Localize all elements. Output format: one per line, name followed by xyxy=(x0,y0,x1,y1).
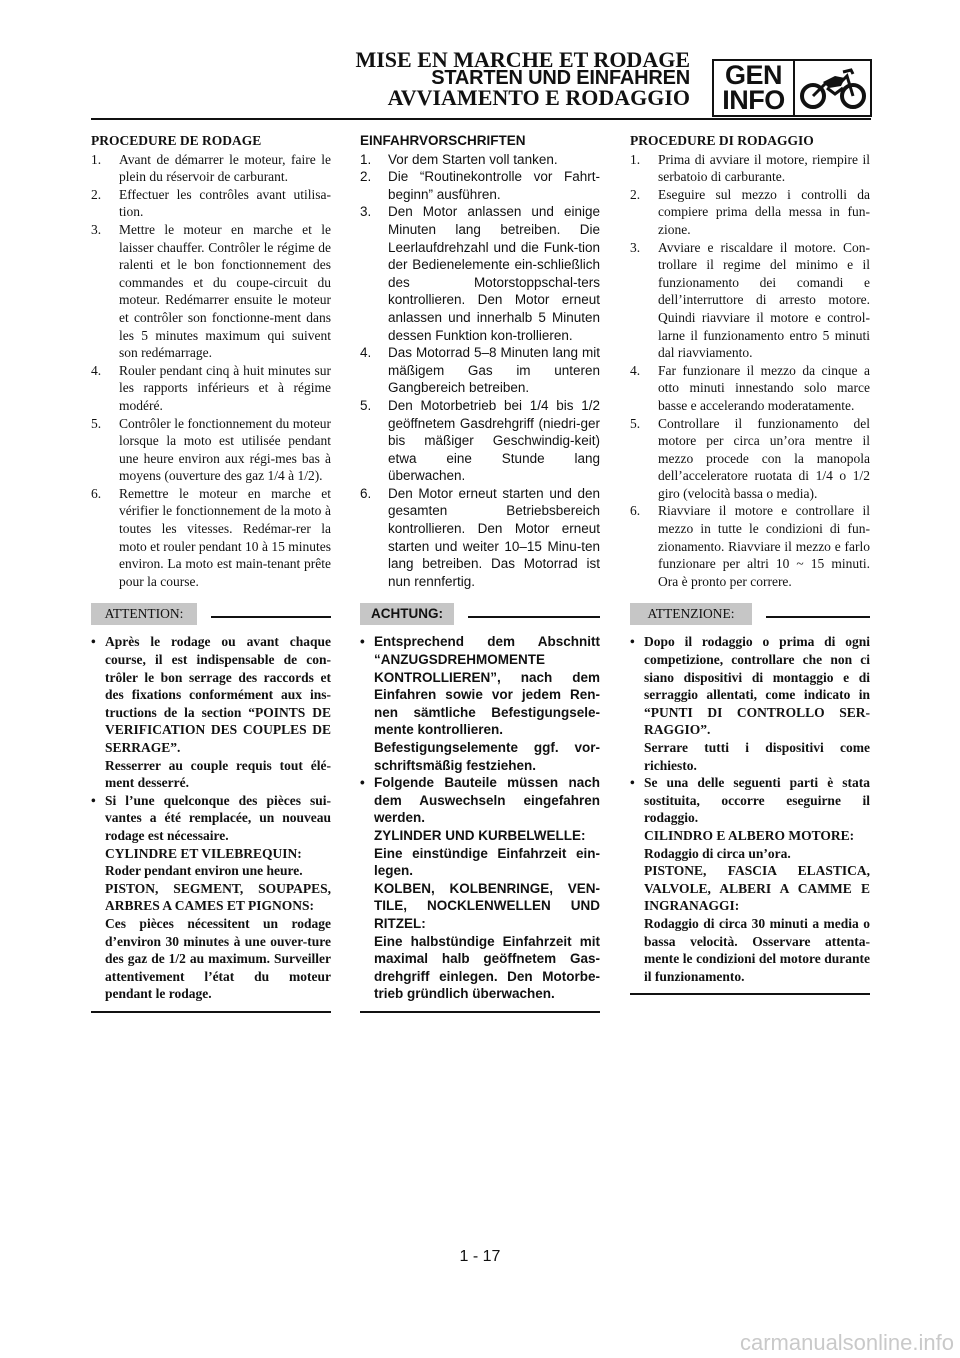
step-text: Mettre le moteur en marche et le laisser chauffer. Contrôler le régime de ralenti et le bon fonctionnement des commandes et du coupe-circuit du moteur. Redémarrer ensuite le moteur et contrôler son fonctionne-ment dans les 5 minutes maximum qui suivent son redémarrage. xyxy=(119,221,331,361)
badge-label-bottom: INFO xyxy=(722,85,785,115)
step-item xyxy=(630,502,870,590)
steps-german xyxy=(360,151,600,591)
step-number: 6. xyxy=(630,503,641,519)
warning-item xyxy=(360,633,600,774)
warning-text: Se una delle seguenti parti è stata sostituita, occorre eseguirne il rodaggio. xyxy=(644,775,870,826)
warning-text: Après le rodage ou avant chaque course, il est indispensable de con-trôler le bon serrage des raccords et des fixations conformément aux ins-tructions de la section “POINTS DE VERIFICATION DES COUPLES DE SERRAGE”. xyxy=(105,634,331,755)
warning-text: Entsprechend dem Abschnitt “ANZUGSDREHMOMENTE KONTROLLIEREN”, nach dem Einfahren sowie vor jedem Ren-nen sämtliche Befestigungsele-mente kontrollieren. xyxy=(374,634,600,738)
warning-item xyxy=(630,633,870,774)
warning-subtext: Roder pendant environ une heure. xyxy=(105,863,303,879)
step-text: Avviare e riscaldare il motore. Con-trollare il regime del minimo e il funzionamento dei comandi e dell’interruttore di arresto motore. Quindi riavviare il motore e control-larne il funzionamento entro 5 minuti dal riavviamento. xyxy=(658,239,870,361)
step-text: Den Motor erneut starten und den gesamten Betriebsbereich kontrollieren. Den Motor erneut starten und weiter 10–15 Minu-ten lang betreiben. Das Motorrad ist nun rennfertig. xyxy=(388,485,600,589)
step-text: Controllare il funzionamento del motore per circa un’ora mentre il mezzo procede con la manopola dell’acceleratore ruotata di 1/4 o 1/2 giro (velocità bassa o media). xyxy=(658,415,870,501)
step-item xyxy=(91,221,331,362)
step-text: Prima di avviare il motore, riempire il serbatoio di carburante. xyxy=(658,151,870,185)
warning-header-german xyxy=(360,603,600,625)
step-item xyxy=(360,151,600,169)
warning-item xyxy=(360,774,600,1003)
bullet-mark: • xyxy=(630,775,635,791)
step-text: Die “Routinekontrolle vor Fahrt-beginn” ausführen. xyxy=(388,169,600,202)
warning-subtext: Serrare tutti i dispositivi come richiesto. xyxy=(644,740,870,773)
warning-header-french xyxy=(91,603,331,625)
section-title xyxy=(355,47,690,110)
bullet-mark: • xyxy=(91,792,96,808)
bullet-mark: • xyxy=(91,634,96,650)
step-item xyxy=(630,362,870,415)
warning-list-german xyxy=(360,633,600,1002)
step-number: 3. xyxy=(630,239,641,255)
step-text: Riavviare il motore e controllare il mezzo in tutte le condizioni di fun-zionamento. Riavviare il mezzo e farlo funzionare per altri 10 ~ 15 minuti. Ora è pronto per correre. xyxy=(658,503,870,589)
step-item xyxy=(360,168,600,203)
step-item xyxy=(630,186,870,239)
title-italian: AVVIAMENTO E RODAGGIO xyxy=(387,85,690,110)
step-item xyxy=(91,186,331,221)
warning-subtext: Eine halbstündige Einfahrzeit mit maximal halb geöffnetem Gas-drehgriff einlegen. Den Motorbe-trieb gründlich überwachen. xyxy=(374,933,600,1002)
step-number: 5. xyxy=(91,415,102,431)
watermark[interactable]: carmanualsonline.info xyxy=(739,1330,954,1355)
step-number: 1. xyxy=(91,151,102,167)
warning-item xyxy=(630,774,870,985)
warning-label: ATTENZIONE: xyxy=(630,603,752,625)
steps-italian xyxy=(630,151,870,591)
warning-label: ACHTUNG: xyxy=(360,603,454,625)
warning-subtext: KOLBEN, KOLBENRINGE, VEN-TILE, NOCKLENWELLEN UND RITZEL: xyxy=(374,880,600,931)
step-text: Den Motorbetrieb bei 1/4 bis 1/2 geöffnetem Gasdrehgriff (niedri-ger bis mäßiger Geschwindig-keit) etwa eine Stunde lang überwachen. xyxy=(388,397,600,484)
warning-end-rule xyxy=(630,993,870,995)
step-number: 6. xyxy=(360,485,372,501)
warning-subtext: Eine einstündige Einfahrzeit ein-legen. xyxy=(374,845,600,879)
badge-label xyxy=(714,61,795,115)
warning-text: Si l’une quelconque des pièces sui-vantes a été remplacée, un nouveau rodage est nécessaire. xyxy=(105,792,331,843)
step-number: 4. xyxy=(91,362,102,378)
step-number: 2. xyxy=(91,186,102,202)
step-number: 2. xyxy=(360,169,372,185)
column-italian xyxy=(630,132,870,995)
warning-subtext: Resserrer au couple requis tout élé-ment desserré. xyxy=(105,757,331,791)
step-text: Den Motor anlassen und einige Minuten lang betreiben. Die Leerlaufdrehzahl und die Funk-tion der Bedienelemente ein-schließlich des Motorstoppschal-ters kontrollieren. Den Motor erneut anlassen und innerhalb 5 Minuten dessen Funktion kon-trollieren. xyxy=(388,204,600,343)
warning-text: Dopo il rodaggio o prima di ogni competizione, controllare che non ci siano dispositivi di montaggio e di serraggio allentati, come indicato in “PUNTI DI CONTROLLO SER-RAGGIO”. xyxy=(644,634,870,738)
warning-item xyxy=(91,792,331,1003)
warning-subtext: ZYLINDER UND KURBELWELLE: xyxy=(374,827,586,843)
warning-item xyxy=(91,633,331,791)
warning-subtext: Rodaggio di circa 30 minuti a media o bassa velocità. Osservare attenta-mente le condizioni del motore durante il funzionamento. xyxy=(644,915,870,984)
warning-text: Folgende Bauteile müssen nach dem Auswechseln eingefahren werden. xyxy=(374,775,600,826)
bullet-mark: • xyxy=(360,634,365,650)
heading-german: EINFAHRVORSCHRIFTEN xyxy=(360,133,526,148)
step-number: 5. xyxy=(630,415,641,431)
warning-list-french xyxy=(91,633,331,1002)
step-number: 1. xyxy=(360,151,372,167)
step-text: Vor dem Starten voll tanken. xyxy=(388,151,558,167)
gen-info-badge xyxy=(712,59,872,117)
step-text: Avant de démarrer le moteur, faire le plein du réservoir de carburant. xyxy=(119,151,331,185)
step-number: 3. xyxy=(91,221,102,237)
step-text: Das Motorrad 5–8 Minuten lang mit mäßigem Gas im unteren Gangbereich betreiben. xyxy=(388,345,600,396)
step-item xyxy=(360,485,600,591)
title-german: STARTEN UND EINFAHREN xyxy=(431,67,690,89)
step-number: 4. xyxy=(630,362,641,378)
step-number: 3. xyxy=(360,204,372,220)
step-text: Remettre le moteur en marche et vérifier le fonctionnement de la moto à toutes les vitesses. Redémar-rer la moto et rouler pendant 10 à 15 minutes environ. La moto est main-tenant prête pour la course. xyxy=(119,485,331,589)
step-text: Contrôler le fonctionnement du moteur lorsque la moto est utilisée pendant une heure environ aux régi-mes bas à moyens (ouverture des gaz 1/4 à 1/2). xyxy=(119,415,331,484)
warning-end-rule xyxy=(91,1011,331,1013)
step-text: Far funzionare il mezzo da cinque a otto minuti innestando solo marce basse e accelerando moderatamente. xyxy=(658,362,870,413)
heading-italian: PROCEDURE DI RODAGGIO xyxy=(630,133,814,148)
step-item xyxy=(91,485,331,591)
column-german xyxy=(360,132,600,1013)
step-number: 1. xyxy=(630,151,641,167)
step-text: Eseguire sul mezzo i controlli da compiere prima della messa in fun-zione. xyxy=(658,186,870,237)
bullet-mark: • xyxy=(360,775,365,791)
step-number: 6. xyxy=(91,485,102,501)
warning-subtext: CILINDRO E ALBERO MOTORE: xyxy=(644,827,855,843)
heading-french: PROCEDURE DE RODAGE xyxy=(91,133,262,148)
step-number: 5. xyxy=(360,397,372,413)
page-header xyxy=(0,0,960,125)
warning-rule xyxy=(211,616,331,618)
warning-rule xyxy=(468,616,600,618)
warning-subtext: Rodaggio di circa un’ora. xyxy=(644,845,791,861)
warning-list-italian xyxy=(630,633,870,985)
step-item xyxy=(360,397,600,485)
warning-rule xyxy=(766,616,870,618)
warning-subtext: PISTONE, FASCIA ELASTICA, VALVOLE, ALBERI A CAMME E INGRANAGGI: xyxy=(644,863,870,914)
warning-subtext: CYLINDRE ET VILEBREQUIN: xyxy=(105,845,302,861)
step-item xyxy=(630,151,870,186)
warning-subtext: Befestigungselemente ggf. vor-schriftsmäßig festziehen. xyxy=(374,740,600,773)
page-number: 1 - 17 xyxy=(459,1248,501,1265)
step-item xyxy=(91,415,331,485)
bullet-mark: • xyxy=(630,634,635,650)
step-item xyxy=(91,151,331,186)
warning-end-rule xyxy=(360,1011,600,1013)
motorcycle-icon xyxy=(795,61,870,115)
warning-label: ATTENTION: xyxy=(91,603,197,625)
header-rule xyxy=(91,118,871,120)
column-french xyxy=(91,132,331,1013)
step-item xyxy=(91,362,331,415)
step-item xyxy=(630,415,870,503)
warning-header-italian xyxy=(630,603,870,625)
warning-subtext: Ces pièces nécessitent un rodage d’environ 30 minutes à une ouver-ture des gaz de 1/2 au maximum. Surveiller attentivement l’état du moteur pendant le rodage. xyxy=(105,915,331,1002)
step-text: Rouler pendant cinq à huit minutes sur les rapports inférieurs et à régime modéré. xyxy=(119,362,331,413)
step-text: Effectuer les contrôles avant utilisa-tion. xyxy=(119,186,331,220)
step-number: 2. xyxy=(630,186,641,202)
steps-french xyxy=(91,151,331,591)
step-item xyxy=(360,344,600,397)
step-item xyxy=(360,203,600,344)
step-item xyxy=(630,239,870,362)
badge-label-top: GEN xyxy=(724,60,782,90)
step-number: 4. xyxy=(360,345,372,361)
title-french: MISE EN MARCHE ET RODAGE xyxy=(355,47,690,72)
warning-subtext: PISTON, SEGMENT, SOUPAPES, ARBRES A CAMES ET PIGNONS: xyxy=(105,880,331,914)
